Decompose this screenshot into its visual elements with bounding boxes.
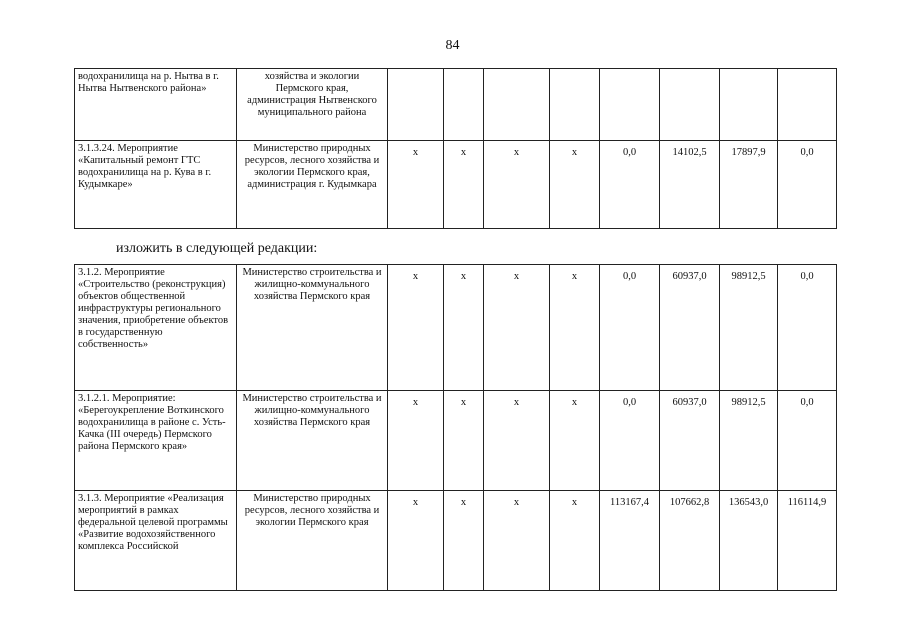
value-cell xyxy=(550,69,600,141)
measures-table-top xyxy=(74,68,837,229)
value-cell: х xyxy=(484,265,550,391)
value-cell: х xyxy=(388,141,444,229)
responsible-org-cell: Министерство природных ресурсов, лесного хозяйства и экологии Пермского края xyxy=(237,491,388,591)
table-row xyxy=(75,391,837,491)
value-cell: х xyxy=(484,391,550,491)
value-cell: 0,0 xyxy=(778,141,837,229)
value-cell: 60937,0 xyxy=(660,391,720,491)
value-cell: х xyxy=(550,491,600,591)
measure-name-cell: водохранилища на р. Нытва в г. Нытва Нытвенского района» xyxy=(75,69,237,141)
measure-name-cell: 3.1.2.1. Мероприятие: «Берегоукрепление Воткинского водохранилища в районе с. Усть-Качка (III очередь) Пермского района Пермского края» xyxy=(75,391,237,491)
table-row xyxy=(75,491,837,591)
value-cell: х xyxy=(484,141,550,229)
value-cell xyxy=(388,69,444,141)
value-cell: х xyxy=(444,265,484,391)
value-cell xyxy=(720,69,778,141)
value-cell: 107662,8 xyxy=(660,491,720,591)
responsible-org-cell: хозяйства и экологии Пермского края, администрация Нытвенского муниципального района xyxy=(237,69,388,141)
value-cell: х xyxy=(550,391,600,491)
value-cell: х xyxy=(444,491,484,591)
table-row xyxy=(75,265,837,391)
table-row xyxy=(75,141,837,229)
intro-text: изложить в следующей редакции: xyxy=(116,241,318,256)
table-row xyxy=(75,69,837,141)
value-cell: 0,0 xyxy=(600,141,660,229)
measure-name-cell: 3.1.3. Мероприятие «Реализация мероприятий в рамках федеральной целевой программы «Развитие водохозяйственного комплекса Российской xyxy=(75,491,237,591)
value-cell: 14102,5 xyxy=(660,141,720,229)
responsible-org-cell: Министерство строительства и жилищно-коммунального хозяйства Пермского края xyxy=(237,391,388,491)
measure-name-cell: 3.1.3.24. Мероприятие «Капитальный ремонт ГТС водохранилища на р. Кува в г. Кудымкаре» xyxy=(75,141,237,229)
value-cell xyxy=(778,69,837,141)
value-cell: 113167,4 xyxy=(600,491,660,591)
value-cell: х xyxy=(388,491,444,591)
value-cell: х xyxy=(444,391,484,491)
value-cell xyxy=(600,69,660,141)
measure-name-cell: 3.1.2. Мероприятие «Строительство (реконструкция) объектов общественной инфраструктуры регионального значения, приобретение объектов в государственную собственность» xyxy=(75,265,237,391)
value-cell: 60937,0 xyxy=(660,265,720,391)
value-cell: 0,0 xyxy=(778,391,837,491)
value-cell: х xyxy=(550,141,600,229)
value-cell: 98912,5 xyxy=(720,391,778,491)
value-cell xyxy=(484,69,550,141)
measures-table-bottom xyxy=(74,264,837,591)
value-cell xyxy=(444,69,484,141)
value-cell: х xyxy=(484,491,550,591)
page-number: 84 xyxy=(445,38,460,53)
responsible-org-cell: Министерство природных ресурсов, лесного хозяйства и экологии Пермского края, администрация г. Кудымкара xyxy=(237,141,388,229)
value-cell: х xyxy=(550,265,600,391)
value-cell xyxy=(660,69,720,141)
value-cell: х xyxy=(388,265,444,391)
value-cell: 116114,9 xyxy=(778,491,837,591)
value-cell: х xyxy=(388,391,444,491)
value-cell: 0,0 xyxy=(778,265,837,391)
responsible-org-cell: Министерство строительства и жилищно-коммунального хозяйства Пермского края xyxy=(237,265,388,391)
value-cell: 0,0 xyxy=(600,265,660,391)
value-cell: 98912,5 xyxy=(720,265,778,391)
value-cell: х xyxy=(444,141,484,229)
value-cell: 17897,9 xyxy=(720,141,778,229)
value-cell: 0,0 xyxy=(600,391,660,491)
value-cell: 136543,0 xyxy=(720,491,778,591)
